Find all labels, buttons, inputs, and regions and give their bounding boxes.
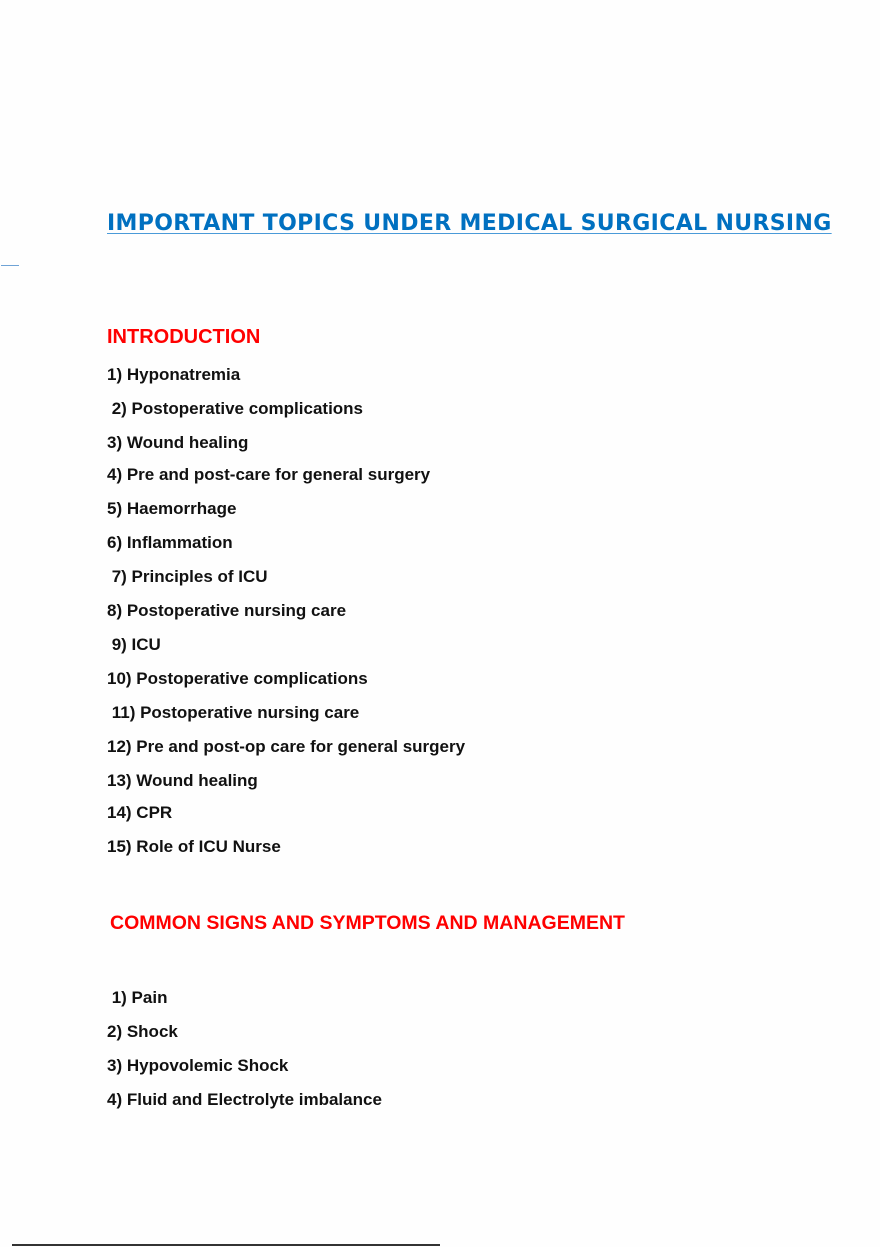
list-item: 2) Shock [107,1022,178,1041]
list-item: 1) Hyponatremia [107,365,241,384]
list-item: 5) Haemorrhage [107,499,237,518]
section-heading-introduction: INTRODUCTION [107,326,261,348]
footer-divider [12,1244,440,1246]
list-item: 10) Postoperative complications [107,669,368,688]
list-item: 12) Pre and post-op care for general surgery [107,737,466,756]
list-item: 1) Pain [107,988,168,1007]
list-item: 11) Postoperative nursing care [107,703,360,722]
page-title: IMPORTANT TOPICS UNDER MEDICAL SURGICAL NURSING [107,211,832,236]
section-heading-signs-and-symptoms: COMMON SIGNS AND SYMPTOMS AND MANAGEMENT [110,912,625,934]
list-item: 6) Inflammation [107,533,233,552]
list-item: 8) Postoperative nursing care [107,601,347,620]
margin-marker [1,265,19,266]
list-item: 3) Wound healing [107,433,249,452]
list-item: 9) ICU [107,635,161,654]
list-item: 13) Wound healing [107,771,258,790]
list-item: 2) Postoperative complications [107,399,364,418]
list-item: 4) Pre and post-care for general surgery [107,465,431,484]
list-item: 14) CPR [107,803,173,822]
list-item: 15) Role of ICU Nurse [107,837,281,856]
list-item: 4) Fluid and Electrolyte imbalance [107,1090,382,1109]
list-item: 7) Principles of ICU [107,567,268,586]
list-item: 3) Hypovolemic Shock [107,1056,289,1075]
